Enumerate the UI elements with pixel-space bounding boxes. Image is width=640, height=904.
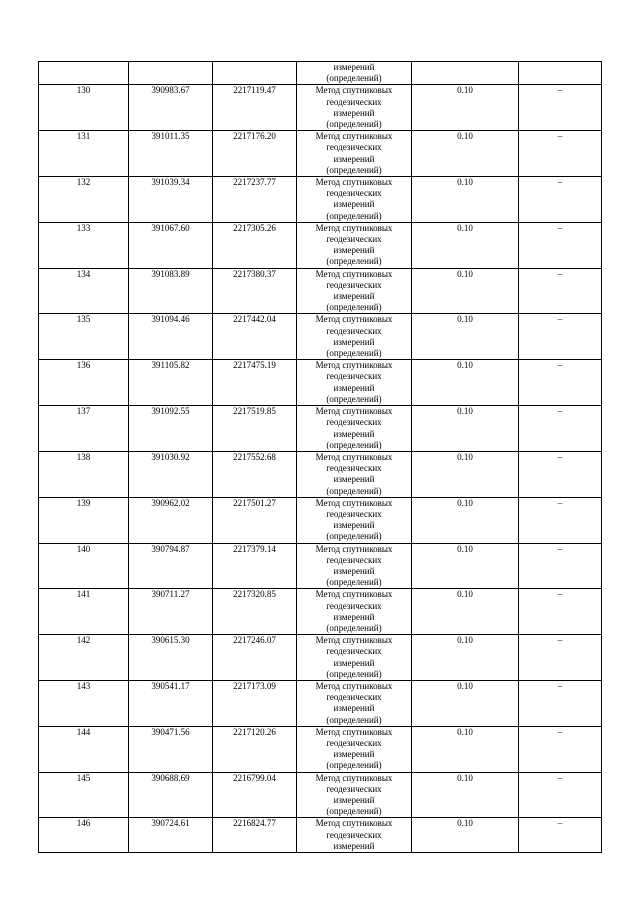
cell-method: Метод спутниковых геодезических измерений (определений) [297, 543, 412, 589]
cell-accuracy: 0.10 [412, 406, 519, 452]
cell-method: измерений (определений) [297, 62, 412, 85]
cell-point-number: 140 [39, 543, 129, 589]
cell-x: 390471.56 [129, 726, 213, 772]
cell-x: 391105.82 [129, 360, 213, 406]
cell-note: – [519, 818, 602, 853]
cell-y: 2217475.19 [213, 360, 297, 406]
cell-accuracy: 0.10 [412, 543, 519, 589]
cell-method: Метод спутниковых геодезических измерений [297, 818, 412, 853]
cell-point-number: 136 [39, 360, 129, 406]
table-row [39, 177, 602, 223]
cell-y: 2216824.77 [213, 818, 297, 853]
cell-x: 391092.55 [129, 406, 213, 452]
cell-y: 2217120.26 [213, 726, 297, 772]
cell-method: Метод спутниковых геодезических измерений (определений) [297, 177, 412, 223]
cell-note: – [519, 497, 602, 543]
cell-method: Метод спутниковых геодезических измерений (определений) [297, 406, 412, 452]
table-row [39, 360, 602, 406]
cell-accuracy: 0.10 [412, 497, 519, 543]
cell-y: 2217119.47 [213, 85, 297, 131]
cell-note: – [519, 268, 602, 314]
cell-method: Метод спутниковых геодезических измерений (определений) [297, 772, 412, 818]
table-row [39, 268, 602, 314]
table-row [39, 131, 602, 177]
cell-accuracy: 0.10 [412, 772, 519, 818]
continuation-row [39, 62, 602, 85]
cell-point-number: 141 [39, 589, 129, 635]
cell-point-number: 146 [39, 818, 129, 853]
cell-point-number: 139 [39, 497, 129, 543]
table-row [39, 85, 602, 131]
cell-y: 2217519.85 [213, 406, 297, 452]
cell-x: 391011.35 [129, 131, 213, 177]
cell-note: – [519, 772, 602, 818]
cell-x: 391039.34 [129, 177, 213, 223]
cell-x: 390615.30 [129, 635, 213, 681]
cell-y: 2217173.09 [213, 680, 297, 726]
cell-x: 390962.02 [129, 497, 213, 543]
cell-note: – [519, 360, 602, 406]
table-row [39, 222, 602, 268]
cell-note: – [519, 85, 602, 131]
cell-method: Метод спутниковых геодезических измерений (определений) [297, 131, 412, 177]
cell-note [519, 62, 602, 85]
cell-method: Метод спутниковых геодезических измерений (определений) [297, 680, 412, 726]
cell-method: Метод спутниковых геодезических измерений (определений) [297, 451, 412, 497]
cell-y: 2216799.04 [213, 772, 297, 818]
cell-note: – [519, 177, 602, 223]
cell-point-number: 142 [39, 635, 129, 681]
cell-point-number: 133 [39, 222, 129, 268]
cell-x: 390794.87 [129, 543, 213, 589]
cell-x: 390983.67 [129, 85, 213, 131]
cell-note: – [519, 314, 602, 360]
cell-accuracy: 0.10 [412, 680, 519, 726]
table-row [39, 772, 602, 818]
cell-x: 390541.17 [129, 680, 213, 726]
cell-method: Метод спутниковых геодезических измерений (определений) [297, 314, 412, 360]
cell-accuracy [412, 62, 519, 85]
cell-y: 2217237.77 [213, 177, 297, 223]
cell-y: 2217379.14 [213, 543, 297, 589]
cell-point-number: 134 [39, 268, 129, 314]
table-row [39, 818, 602, 853]
cell-note: – [519, 406, 602, 452]
table-row [39, 451, 602, 497]
table-row [39, 726, 602, 772]
cell-x: 390688.69 [129, 772, 213, 818]
cell-method: Метод спутниковых геодезических измерений (определений) [297, 360, 412, 406]
cell-accuracy: 0.10 [412, 314, 519, 360]
cell-x: 390724.61 [129, 818, 213, 853]
cell-note: – [519, 726, 602, 772]
cell-note: – [519, 543, 602, 589]
cell-method: Метод спутниковых геодезических измерений (определений) [297, 726, 412, 772]
cell-point-number: 135 [39, 314, 129, 360]
cell-y: 2217176.20 [213, 131, 297, 177]
cell-point-number: 145 [39, 772, 129, 818]
table-row [39, 680, 602, 726]
cell-accuracy: 0.10 [412, 818, 519, 853]
cell-method: Метод спутниковых геодезических измерений (определений) [297, 635, 412, 681]
cell-accuracy: 0.10 [412, 726, 519, 772]
cell-x: 390711.27 [129, 589, 213, 635]
cell-point-number: 143 [39, 680, 129, 726]
cell-x: 391083.89 [129, 268, 213, 314]
table-row [39, 589, 602, 635]
cell-accuracy: 0.10 [412, 451, 519, 497]
cell-method: Метод спутниковых геодезических измерений (определений) [297, 497, 412, 543]
cell-y: 2217442.04 [213, 314, 297, 360]
cell-point-number: 130 [39, 85, 129, 131]
cell-accuracy: 0.10 [412, 222, 519, 268]
cell-point-number: 137 [39, 406, 129, 452]
table-row [39, 635, 602, 681]
table-row [39, 406, 602, 452]
table-row [39, 543, 602, 589]
cell-method: Метод спутниковых геодезических измерений (определений) [297, 589, 412, 635]
cell-y: 2217246.07 [213, 635, 297, 681]
cell-x: 391094.46 [129, 314, 213, 360]
cell-method: Метод спутниковых геодезических измерений (определений) [297, 222, 412, 268]
cell-note: – [519, 222, 602, 268]
coordinates-table [38, 61, 602, 853]
cell-accuracy: 0.10 [412, 177, 519, 223]
cell-x: 391067.60 [129, 222, 213, 268]
cell-method: Метод спутниковых геодезических измерений (определений) [297, 268, 412, 314]
cell-accuracy: 0.10 [412, 131, 519, 177]
cell-note: – [519, 589, 602, 635]
cell-point-number: 132 [39, 177, 129, 223]
table-row [39, 497, 602, 543]
cell-note: – [519, 680, 602, 726]
cell-x: 391030.92 [129, 451, 213, 497]
cell-accuracy: 0.10 [412, 268, 519, 314]
cell-y: 2217305.26 [213, 222, 297, 268]
cell-note: – [519, 451, 602, 497]
cell-accuracy: 0.10 [412, 360, 519, 406]
cell-y: 2217320.85 [213, 589, 297, 635]
table-body [39, 62, 602, 853]
cell-point-number: 131 [39, 131, 129, 177]
cell-x [129, 62, 213, 85]
cell-point-number: 138 [39, 451, 129, 497]
cell-accuracy: 0.10 [412, 589, 519, 635]
cell-note: – [519, 635, 602, 681]
cell-accuracy: 0.10 [412, 635, 519, 681]
cell-point-number: 144 [39, 726, 129, 772]
cell-note: – [519, 131, 602, 177]
cell-accuracy: 0.10 [412, 85, 519, 131]
cell-y: 2217552.68 [213, 451, 297, 497]
cell-y: 2217380.37 [213, 268, 297, 314]
cell-point-number [39, 62, 129, 85]
cell-method: Метод спутниковых геодезических измерений (определений) [297, 85, 412, 131]
table-row [39, 314, 602, 360]
cell-y [213, 62, 297, 85]
cell-y: 2217501.27 [213, 497, 297, 543]
